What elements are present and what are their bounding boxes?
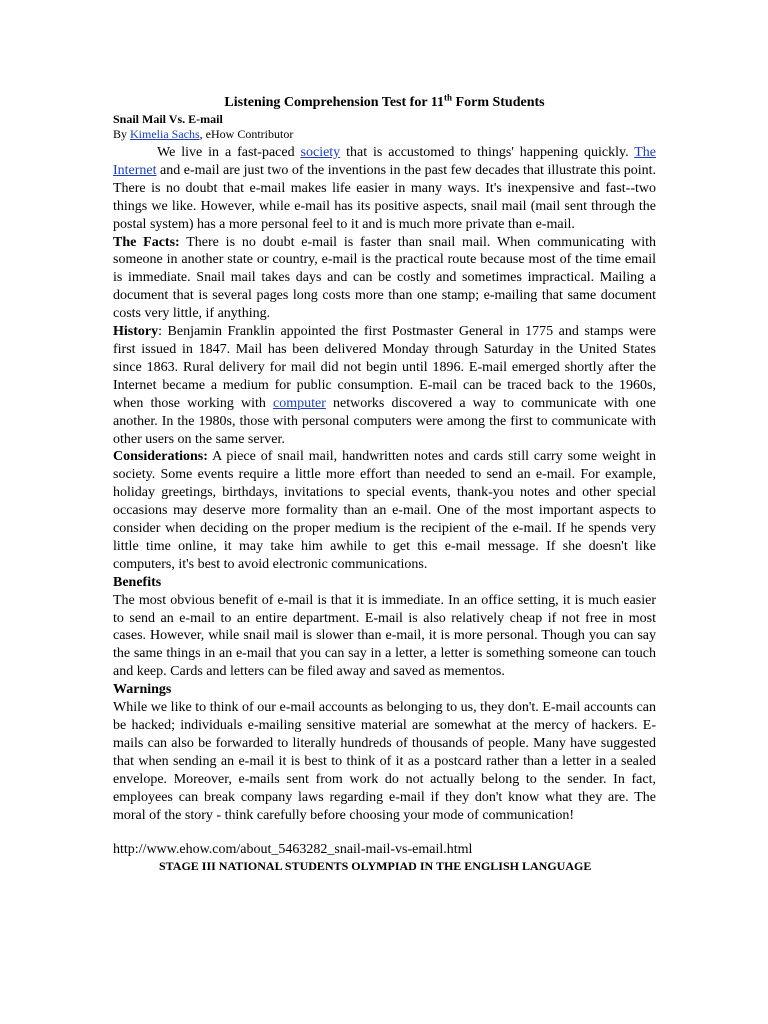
title-superscript: th bbox=[444, 92, 453, 103]
warnings-paragraph: While we like to think of our e-mail accounts as belonging to us, they don't. E-mail accounts can be hacked; individuals e-mailing sensitive material are somewhat at the mercy of hackers. E-mails can also be forwarded to literally hundreds of thousands of people. Many have suggested that when sending an e-mail it is best to think of it as a postcard rather than a letter in a sealed envelope. Moreover, e-mails sent from work do not actually belong to the sender. In fact, employees can break company laws regarding e-mail if they don't know what they are. The moral of the story - think carefully before choosing your mode of communication! bbox=[113, 700, 656, 823]
society-link[interactable]: society bbox=[300, 145, 341, 160]
intro-text-2: that is accustomed to things' happening quickly. bbox=[340, 145, 635, 160]
article-subtitle: Snail Mail Vs. E-mail bbox=[113, 112, 223, 126]
title-suffix: Form Students bbox=[452, 95, 545, 110]
intro-text-3: and e-mail are just two of the inventions in the past few decades that illustrate this point. There is no doubt that e-mail makes life easier in many ways. It's inexpensive and fast--two things we like. However, while e-mail has its positive aspects, snail mail (mail sent through the postal system) has a more personal feel to it and is much more private than e-mail. bbox=[113, 162, 656, 232]
history-paragraph bbox=[113, 323, 656, 448]
title-prefix: Listening Comprehension Test for 11 bbox=[224, 95, 445, 110]
byline-suffix: , eHow Contributor bbox=[199, 127, 294, 141]
author-link[interactable]: Kimelia Sachs bbox=[130, 127, 200, 141]
considerations-text: A piece of snail mail, handwritten notes and cards still carry some weight in society. Some events require a little more effort than needed to send an e-mail. For example, holiday greetings, birthdays, invitations to special events, thank-you notes and other special occasions may deserve more formality than an e-mail. One of the most important aspects to consider when deciding on the proper medium is the recipient of the e-mail. If he spends very little time online, it may take him awhile to get this e-mail message. If she doesn't like computers, it's best to avoid electronic communications. bbox=[113, 449, 656, 572]
computer-link[interactable]: computer bbox=[273, 395, 326, 411]
footer-olympiad: STAGE III NATIONAL STUDENTS OLYMPIAD IN THE ENGLISH LANGUAGE bbox=[159, 859, 592, 874]
byline-prefix: By bbox=[113, 127, 131, 141]
document-title bbox=[113, 94, 656, 112]
warnings-heading: Warnings bbox=[113, 682, 172, 698]
considerations-paragraph bbox=[113, 448, 656, 573]
facts-text: There is no doubt e-mail is faster than snail mail. When communicating with someone in another state or country, e-mail is the practical route because most of the time email is immediate. Snail mail takes days and can be costly and sometimes impractical. Mailing a document that is several pages long costs more than one stamp; e-mailing that same document costs very little, if anything. bbox=[113, 234, 656, 322]
source-url: http://www.ehow.com/about_5463282_snail-mail-vs-email.html bbox=[113, 842, 473, 858]
byline bbox=[113, 127, 656, 142]
history-heading: History bbox=[113, 324, 159, 340]
benefits-paragraph: The most obvious benefit of e-mail is that it is immediate. In an office setting, it is much easier to send an e-mail to an entire department. E-mail is also relatively cheap if not free in most cases. However, while snail mail is slower than e-mail, it is more personal. Though you can say the same things in an e-mail that you can say in a letter, a letter is something someone can touch and keep. Cards and letters can be filed away and saved as mementos. bbox=[113, 592, 656, 680]
benefits-heading: Benefits bbox=[113, 574, 162, 590]
history-text-1: : Benjamin Franklin appointed the first Postmaster General in 1775 and stamps were first issued in 1847. Mail has been delivered Monday through Saturday in the United States since 1863. Rural delivery for mail did not begin until 1896. E-mail emerged shortly after the Internet became a medium for public consumption. E-mail can be traced back to the 1960s, when those working with bbox=[113, 324, 656, 411]
facts-paragraph bbox=[113, 234, 656, 324]
history-text-2: networks discovered a way to communicate with one another. In the 1980s, those with personal computers were among the first to communicate with other users on the same server. bbox=[113, 395, 656, 447]
internet-link[interactable]: The Internet bbox=[113, 145, 657, 178]
intro-text-1: We live in a fast-paced bbox=[157, 145, 301, 160]
facts-heading: The Facts: bbox=[113, 234, 180, 250]
intro-paragraph bbox=[113, 144, 656, 234]
considerations-heading: Considerations: bbox=[113, 449, 208, 465]
